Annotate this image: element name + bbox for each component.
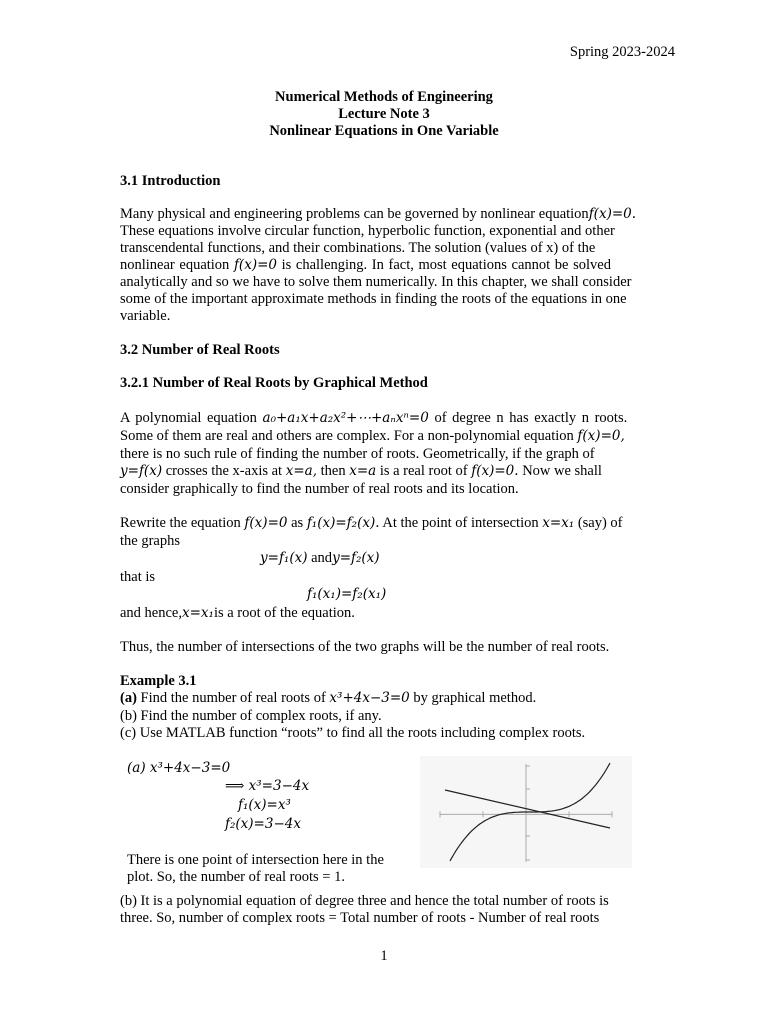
- section-heading-3-1: 3.1 Introduction: [120, 173, 221, 189]
- thus-line: Thus, the number of intersections of the two graphs will be the number of real roots.: [120, 639, 610, 655]
- poly-line-1: A polynomial equation a₀+a₁x+a₂x²+⋯+aₙxⁿ=0 of degree n has exactly n roots.: [120, 410, 628, 426]
- rewrite-line-2: the graphs: [120, 533, 180, 549]
- solution-eq-4: f₂(x)=3−4x: [225, 816, 301, 832]
- header-term: Spring 2023-2024: [569, 44, 675, 60]
- intersection-graph: [420, 756, 632, 868]
- example-part-a: (a) Find the number of real roots of x³+4x−3=0 by graphical method.: [120, 690, 537, 706]
- part-b-line-2: three. So, number of complex roots = Total number of roots - Number of real roots: [120, 910, 600, 926]
- section-heading-3-2-1: 3.2.1 Number of Real Roots by Graphical Method: [120, 375, 428, 391]
- intro-line-2: These equations involve circular function, hyperbolic function, exponential and other: [120, 223, 615, 239]
- example-title: Example 3.1: [120, 673, 197, 689]
- part-b-line-1: (b) It is a polynomial equation of degree three and hence the total number of roots is: [120, 893, 609, 909]
- poly-line-5: consider graphically to find the number of real roots and its location.: [120, 481, 519, 497]
- poly-line-2: Some of them are real and others are complex. For a non-polynomial equation f(x)=0,: [120, 428, 625, 444]
- that-is-text: that is: [120, 569, 156, 585]
- intro-line-4: nonlinear equation f(x)=0 is challenging. In fact, most equations cannot be solved: [120, 257, 611, 273]
- example-part-c: (c) Use MATLAB function “roots” to find all the roots including complex roots.: [120, 725, 586, 741]
- page-number: 1: [380, 948, 388, 964]
- solution-eq-1: (a) x³+4x−3=0: [127, 760, 231, 776]
- lecture-number: Lecture Note 3: [338, 106, 430, 122]
- lecture-topic: Nonlinear Equations in One Variable: [269, 123, 499, 139]
- equation-intersection: f₁(x₁)=f₂(x₁): [307, 586, 387, 602]
- intersection-note-2: plot. So, the number of real roots = 1.: [127, 869, 345, 885]
- section-heading-3-2: 3.2 Number of Real Roots: [120, 342, 280, 358]
- doc-title: Numerical Methods of Engineering: [275, 89, 493, 105]
- intro-line-1: Many physical and engineering problems can be governed by nonlinear equationf(x)=0.: [120, 206, 637, 222]
- hence-line: and hence,x=x₁is a root of the equation.: [120, 605, 355, 621]
- intersection-note-1: There is one point of intersection here in the: [127, 852, 384, 868]
- poly-line-3: there is no such rule of finding the number of roots. Geometrically, if the graph of: [120, 446, 595, 462]
- solution-eq-3: f₁(x)=x³: [238, 797, 291, 813]
- rewrite-line-1: Rewrite the equation f(x)=0 as f₁(x)=f₂(x). At the point of intersection x=x₁ (say) of: [120, 515, 623, 531]
- intro-line-3: transcendental functions, and their combinations. The solution (values of x) of the: [120, 240, 596, 256]
- example-part-b: (b) Find the number of complex roots, if any.: [120, 708, 382, 724]
- poly-line-4: y=f(x) crosses the x-axis at x=a, then x=a is a real root of f(x)=0. Now we shall: [120, 463, 602, 479]
- intro-line-7: variable.: [120, 308, 171, 324]
- intro-line-6: some of the important approximate methods in finding the roots of the equations in one: [120, 291, 627, 307]
- intro-line-5: analytically and so we have to solve them numerically. In this chapter, we shall consider: [120, 274, 632, 290]
- equation-graphs: y=f₁(x) andy=f₂(x): [260, 550, 380, 566]
- solution-eq-2: ⟹ x³=3−4x: [225, 778, 310, 794]
